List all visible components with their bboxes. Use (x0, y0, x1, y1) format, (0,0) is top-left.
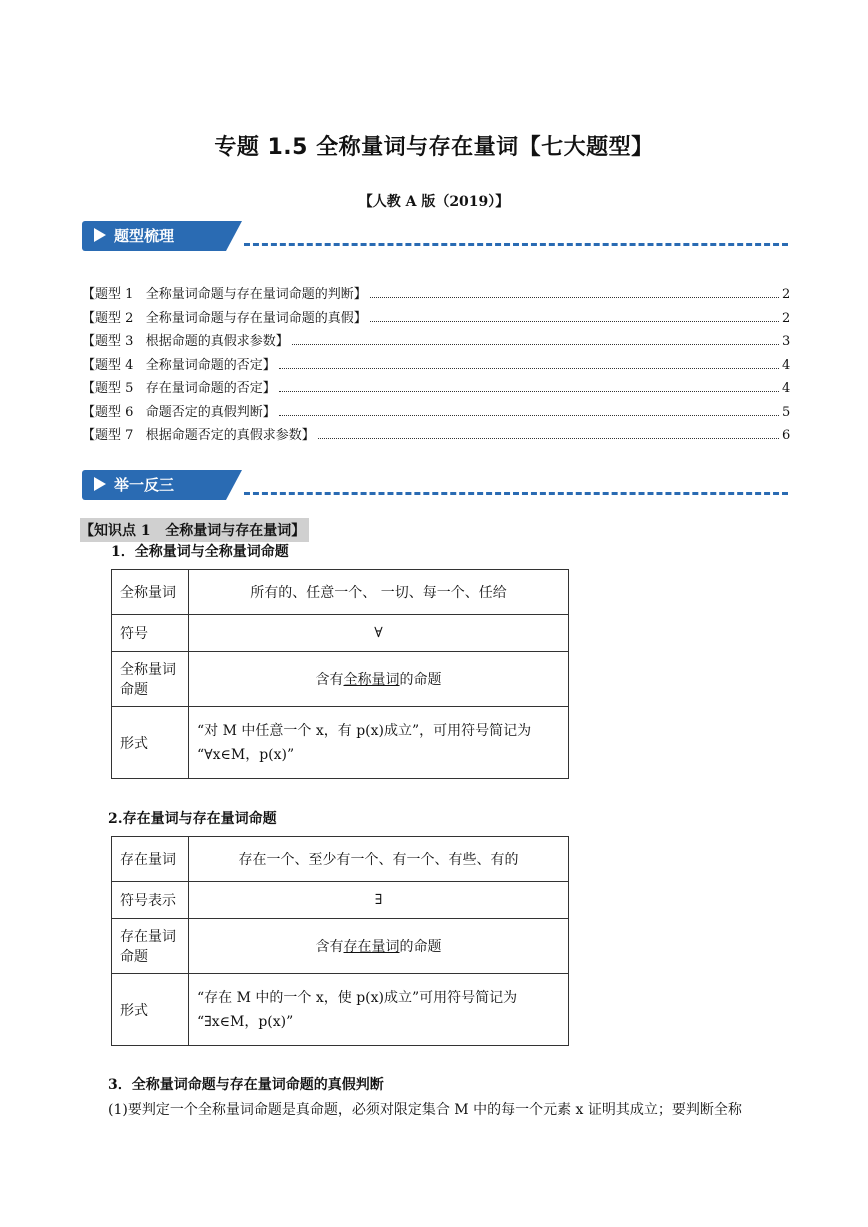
toc-leader (279, 391, 779, 392)
toc-leader (370, 297, 779, 298)
toc-item[interactable] (82, 307, 790, 331)
dashed-divider (244, 243, 788, 246)
toc-page-number: 4 (782, 357, 791, 373)
value-suffix: 的命题 (399, 672, 442, 688)
toc-item[interactable] (82, 283, 790, 307)
page-title: 专题 1.5 全称量词与存在量词【七大题型】 (214, 135, 654, 160)
universal-quantifier-table (111, 569, 569, 779)
section3-heading: 3．全称量词命题与存在量词命题的真假判断 (108, 1077, 384, 1093)
row-value (189, 652, 569, 707)
toc-page-number: 3 (782, 334, 791, 349)
row-value: ∀ (189, 615, 569, 652)
row-label: 全称量词 (112, 570, 189, 615)
row-label: 形式 (112, 974, 189, 1046)
toc-page-number: 2 (782, 310, 791, 326)
form-line: “对 M 中任意一个 x，有 p(x)成立”，可用符号简记为 (197, 722, 532, 739)
table-row (112, 974, 569, 1046)
section-banner-practice (82, 470, 788, 502)
toc-item-label: 【题型 3 根据命题的真假求参数】 (82, 334, 289, 349)
toc-item-label: 【题型 5 存在量词命题的否定】 (82, 381, 276, 396)
toc-page-number: 5 (782, 404, 791, 420)
knowledge-point-header: 【知识点 1 全称量词与存在量词】 (80, 518, 309, 542)
label-line: 全称量词 (120, 662, 176, 678)
row-label: 存在量词 (112, 837, 189, 882)
form-line: “∃x∈M，p(x)” (197, 1013, 294, 1030)
row-value (189, 707, 569, 779)
label-line: 命题 (120, 682, 148, 698)
toc-item[interactable] (82, 401, 790, 425)
toc-leader (292, 344, 779, 345)
table-row (112, 837, 569, 882)
body-paragraph: (1)要判定一个全称量词命题是真命题，必须对限定集合 M 中的每一个元素 x 证明其成立；要判断全称 (108, 1102, 742, 1118)
label-line: 命题 (120, 949, 148, 965)
row-label: 符号 (112, 615, 189, 652)
table-row (112, 570, 569, 615)
toc-item[interactable] (82, 354, 790, 378)
toc-item-label: 【题型 6 命题否定的真假判断】 (82, 404, 276, 420)
row-value: 所有的、任意一个、 一切、每一个、任给 (189, 570, 569, 615)
table-row (112, 882, 569, 919)
table-row (112, 919, 569, 974)
toc-page-number: 6 (782, 428, 791, 443)
banner-label: 题型梳理 (114, 227, 175, 245)
toc-page-number: 4 (782, 381, 791, 396)
row-value: 存在一个、至少有一个、有一个、有些、有的 (189, 837, 569, 882)
toc-leader (318, 438, 779, 439)
toc-leader (279, 368, 779, 369)
table-row (112, 652, 569, 707)
toc-item-label: 【题型 1 全称量词命题与存在量词命题的判断】 (82, 287, 367, 302)
toc-item-label: 【题型 2 全称量词命题与存在量词命题的真假】 (82, 310, 367, 326)
section2-heading: 2.存在量词与存在量词命题 (108, 811, 277, 827)
toc-item-label: 【题型 7 根据命题否定的真假求参数】 (82, 428, 315, 443)
toc-page-number: 2 (782, 287, 791, 302)
underlined-term: 全称量词 (343, 672, 400, 688)
value-prefix: 含有 (315, 939, 344, 955)
row-value (189, 919, 569, 974)
toc-item[interactable] (82, 330, 790, 354)
table-of-contents (82, 283, 790, 448)
label-line: 存在量词 (120, 929, 176, 945)
table-row (112, 707, 569, 779)
existential-quantifier-table (111, 836, 569, 1046)
table-row (112, 615, 569, 652)
section1-heading: 1．全称量词与全称量词命题 (111, 544, 289, 560)
form-line: “∀x∈M，p(x)” (197, 746, 295, 763)
row-label: 符号表示 (112, 882, 189, 919)
toc-leader (370, 321, 779, 322)
row-value (189, 974, 569, 1046)
banner-tab (82, 221, 226, 251)
value-prefix: 含有 (315, 672, 344, 688)
toc-leader (279, 415, 779, 416)
edition-label: 【人教 A 版（2019）】 (358, 194, 510, 210)
row-value: ∃ (189, 882, 569, 919)
value-suffix: 的命题 (399, 939, 442, 955)
row-label: 形式 (112, 707, 189, 779)
dashed-divider (244, 492, 788, 495)
row-label (112, 652, 189, 707)
banner-tab (82, 470, 226, 500)
form-line: “存在 M 中的一个 x，使 p(x)成立”可用符号简记为 (197, 989, 518, 1006)
toc-item[interactable] (82, 424, 790, 448)
banner-label: 举一反三 (114, 476, 175, 494)
underlined-term: 存在量词 (343, 939, 400, 955)
row-label (112, 919, 189, 974)
play-arrow-icon (94, 477, 106, 491)
play-arrow-icon (94, 228, 106, 242)
toc-item[interactable] (82, 377, 790, 401)
toc-item-label: 【题型 4 全称量词命题的否定】 (82, 357, 276, 373)
section-banner-types (82, 221, 788, 253)
